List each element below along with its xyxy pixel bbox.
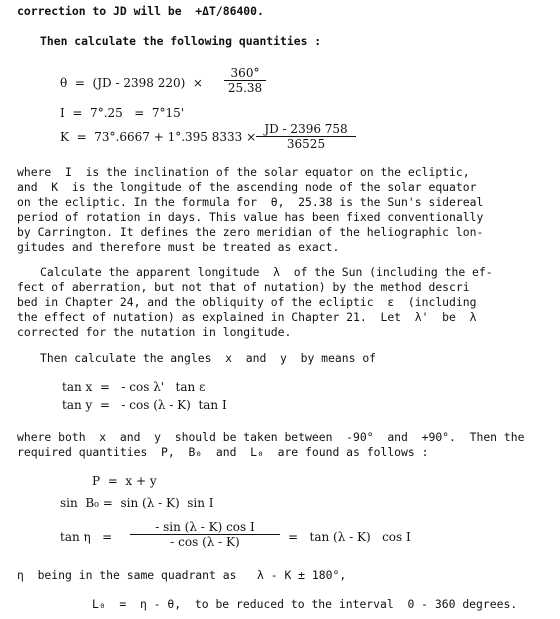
text-line: η being in the same quadrant as λ - K ± 180°, xyxy=(17,568,347,582)
eta-equation-lhs: tan η = xyxy=(60,530,113,544)
fraction-numerator: JD - 2396 758 xyxy=(264,122,348,136)
text-line: and K is the longitude of the ascending node of the solar equator xyxy=(17,180,477,194)
text-line: correction to JD will be +ΔT/86400. xyxy=(17,4,264,18)
tan-y-equation: tan y = - cos (λ - K) tan I xyxy=(62,398,227,412)
text-line: required quantities P, B₀ and L₀ are found as follows : xyxy=(17,445,429,459)
text-line: Calculate the apparent longitude λ of the Sun (including the ef- xyxy=(40,265,493,279)
text-line: bed in Chapter 24, and the obliquity of the ecliptic ε (including xyxy=(17,295,477,309)
fraction-denominator: 36525 xyxy=(286,137,326,151)
text-line: where I is the inclination of the solar equator on the ecliptic, xyxy=(17,165,470,179)
p-equation: P = x + y xyxy=(92,474,157,488)
text-line: where both x and y should be taken between -90° and +90°. Then the xyxy=(17,430,525,444)
fraction-denominator: 25.38 xyxy=(227,81,263,95)
theta-fraction xyxy=(224,66,266,95)
text-line: fect of aberration, but not that of nutation) by the method descri xyxy=(17,280,470,294)
b0-equation: sin B₀ = sin (λ - K) sin I xyxy=(60,496,214,510)
eta-fraction xyxy=(130,520,280,549)
text-line: Then calculate the angles x and y by means of xyxy=(40,351,377,365)
text-line: gitudes and therefore must be treated as exact. xyxy=(17,240,340,254)
text-line: period of rotation in days. This value has been fixed conventionally xyxy=(17,210,484,224)
l0-equation: L₀ = η - θ, to be reduced to the interval 0 - 360 degrees. xyxy=(92,597,518,611)
fraction-denominator: - cos (λ - K) xyxy=(170,535,240,549)
text-line: the effect of nutation) as explained in Chapter 21. Let λ' be λ xyxy=(17,310,477,324)
k-fraction xyxy=(256,122,356,151)
text-line: Then calculate the following quantities : xyxy=(40,34,322,48)
fraction-numerator: 360° xyxy=(230,66,260,80)
inclination-equation: I = 7°.25 = 7°15' xyxy=(60,106,185,120)
text-line: on the ecliptic. In the formula for θ, 25.38 is the Sun's sidereal xyxy=(17,195,484,209)
text-line: by Carrington. It defines the zero meridian of the heliographic lon- xyxy=(17,225,484,239)
fraction-numerator: - sin (λ - K) cos I xyxy=(155,520,255,534)
theta-equation-lhs: θ = (JD - 2398 220) × xyxy=(60,76,203,90)
k-equation-lhs: K = 73°.6667 + 1°.395 8333 × xyxy=(60,130,257,144)
text-line: corrected for the nutation in longitude. xyxy=(17,325,292,339)
eta-equation-rhs: = tan (λ - K) cos I xyxy=(288,530,411,544)
tan-x-equation: tan x = - cos λ' tan ε xyxy=(62,380,206,394)
